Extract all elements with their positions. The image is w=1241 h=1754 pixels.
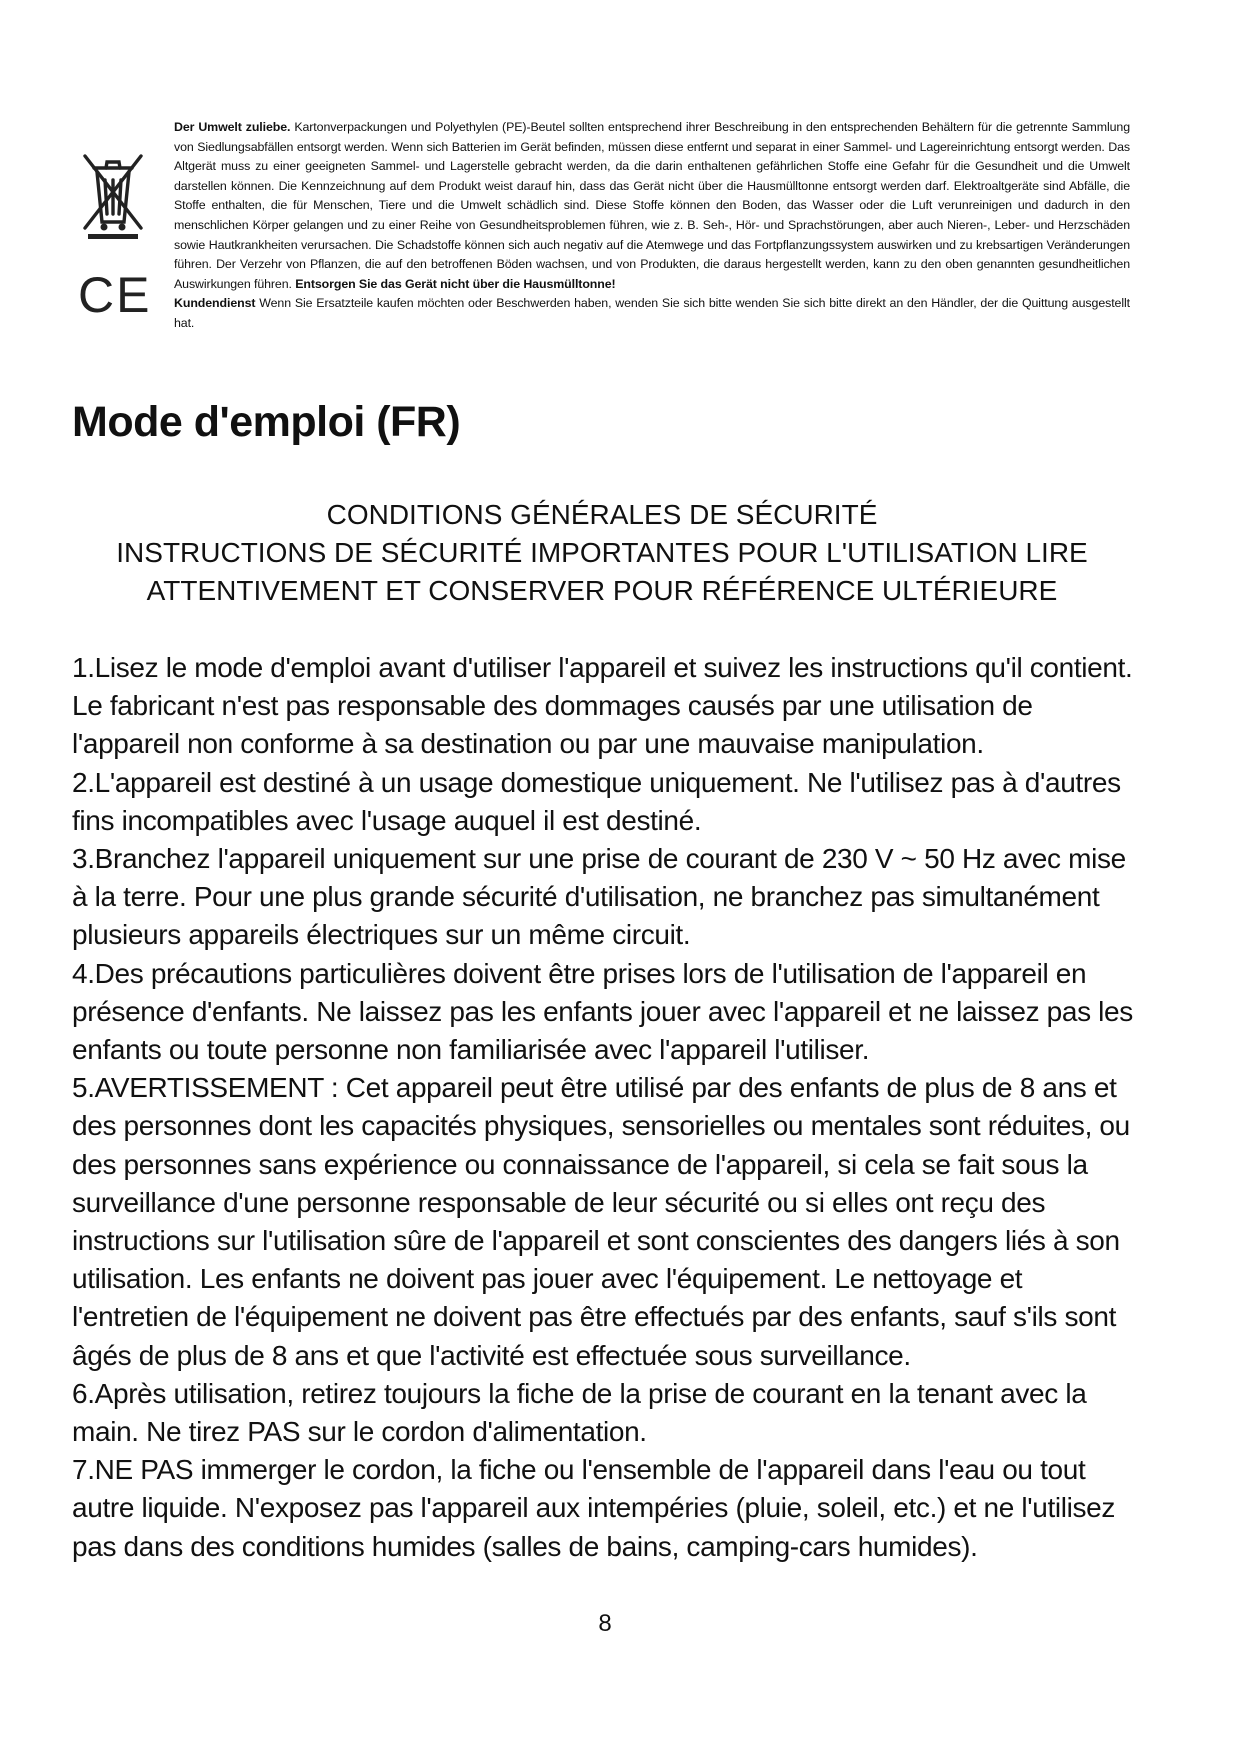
kundendienst-text: Wenn Sie Ersatzteile kaufen möchten oder Beschwerden haben, wenden Sie sich bitte wenden Sie sich bitte direkt an den Händler, der die Quittung ausgestellt hat.: [174, 296, 1130, 330]
instruction-item-7: 7.NE PAS immerger le cordon, la fiche ou l'ensemble de l'appareil dans l'eau ou tout autre liquide. N'exposez pas l'appareil aux intempéries (pluie, soleil, etc.) et ne l'utilisez pas dans des conditions humides (salles de bains, camping-cars humides).: [72, 1454, 1116, 1562]
instruction-item-4: 4.Des précautions particulières doivent être prises lors de l'utilisation de l'appareil en présence d'enfants. Ne laissez pas les enfants jouer avec l'appareil et ne laissez pas les enfants ou toute personne non familiarisée avec l'appareil l'utiliser.: [72, 957, 1133, 1066]
umwelt-heading: Der Umwelt zuliebe.: [174, 120, 291, 134]
safety-header-line-1: CONDITIONS GÉNÉRALES DE SÉCURITÉ: [326, 499, 878, 530]
safety-header: [72, 496, 1132, 610]
instruction-item-3: 3.Branchez l'appareil uniquement sur une prise de courant de 230 V ~ 50 Hz avec mise à la terre. Pour une plus grande sécurité d'utilisation, ne branchez pas simultanément plusieurs appareils électriques sur un même circuit.: [72, 843, 1126, 951]
page-number: 8: [598, 1610, 612, 1637]
page-title: Mode d'emploi (FR): [72, 398, 461, 446]
umwelt-warning: Entsorgen Sie das Gerät nicht über die Hausmülltonne!: [295, 276, 616, 291]
umwelt-text: Kartonverpackungen und Polyethylen (PE)-Beutel sollten entsprechend ihrer Beschreibung in den entsprechenden Behältern für die getrennte Sammlung von Siedlungsabfällen entsorgt werden. Wenn sich Batterien im Gerät befinden, müssen diese entfernt und separat in einer Sammel- und Lagereinrichtung entsorgt werden. Das Altgerät muss zu einer geeigneten Sammel- und Lagerstelle gebracht werden, da die darin enthaltenen gefährlichen Stoffe eine Gefahr für die Gesundheit und die Umwelt darstellen können. Die Kennzeichnung auf dem Produkt weist darauf hin, dass das Gerät nicht über die Hausmülltonne entsorgt werden darf. Elektroaltgeräte sind Abfälle, die Stoffe enthalten, die für Menschen, Tiere und die Umwelt schädlich sind. Diese Stoffe können den Boden, das Wasser oder die Luft verunreinigen und dadurch in den menschlichen Körper gelangen und zu einer Reihe von Gesundheitsproblemen führen, wie z. B. Seh-, Hör- und Sprachstörungen, aber auch Nieren-, Leber- und Herzschäden sowie Hautkrankheiten verursachen. Die Schadstoffe können sich auch negativ auf die Atemwege und das Fortpflanzungssystem auswirken und zu krebsartigen Veränderungen führen. Der Verzehr von Pflanzen, die auf den betroffenen Böden wachsen, und von Produkten, die daraus hergestellt werden, kann zu den oben genannten gesundheitlichen Auswirkungen führen.: [174, 120, 1130, 291]
german-disposal-text: [174, 118, 1130, 334]
ce-mark-icon: [78, 268, 152, 318]
crossed-bin-icon: [80, 148, 146, 240]
kundendienst-heading: Kundendienst: [174, 296, 256, 311]
instruction-item-5: 5.AVERTISSEMENT : Cet appareil peut être utilisé par des enfants de plus de 8 ans et des personnes dont les capacités physiques, sensorielles ou mentales sont réduites, ou des personnes sans expérience ou connaissance de l'appareil, si cela se fait sous la surveillance d'une personne responsable de leur sécurité ou si elles ont reçu des instructions sur l'utilisation sûre de l'appareil et sont conscientes des dangers liés à son utilisation. Les enfants ne doivent pas jouer avec l'équipement. Le nettoyage et l'entretien de l'équipement ne doivent pas être effectués par des enfants, sauf s'ils sont âgés de plus de 8 ans et que l'activité est effectuée sous surveillance.: [72, 1072, 1130, 1371]
instruction-item-1: 1.Lisez le mode d'emploi avant d'utiliser l'appareil et suivez les instructions qu'il contient. Le fabricant n'est pas responsable des dommages causés par une utilisation de l'appareil non conforme à sa destination ou par une mauvaise manipulation.: [72, 652, 1133, 760]
instruction-list: [72, 649, 1140, 1566]
instruction-item-2: 2.L'appareil est destiné à un usage domestique uniquement. Ne l'utilisez pas à d'autres fins incompatibles avec l'usage auquel il est destiné.: [72, 766, 1121, 836]
svg-text:CE: CE: [78, 268, 152, 318]
safety-header-line-3: ATTENTIVEMENT ET CONSERVER POUR RÉFÉRENCE ULTÉRIEURE: [146, 575, 1058, 606]
safety-header-line-2: INSTRUCTIONS DE SÉCURITÉ IMPORTANTES POUR L'UTILISATION LIRE: [116, 537, 1088, 568]
instruction-item-6: 6.Après utilisation, retirez toujours la fiche de la prise de courant en la tenant avec la main. Ne tirez PAS sur le cordon d'alimentation.: [72, 1377, 1087, 1448]
